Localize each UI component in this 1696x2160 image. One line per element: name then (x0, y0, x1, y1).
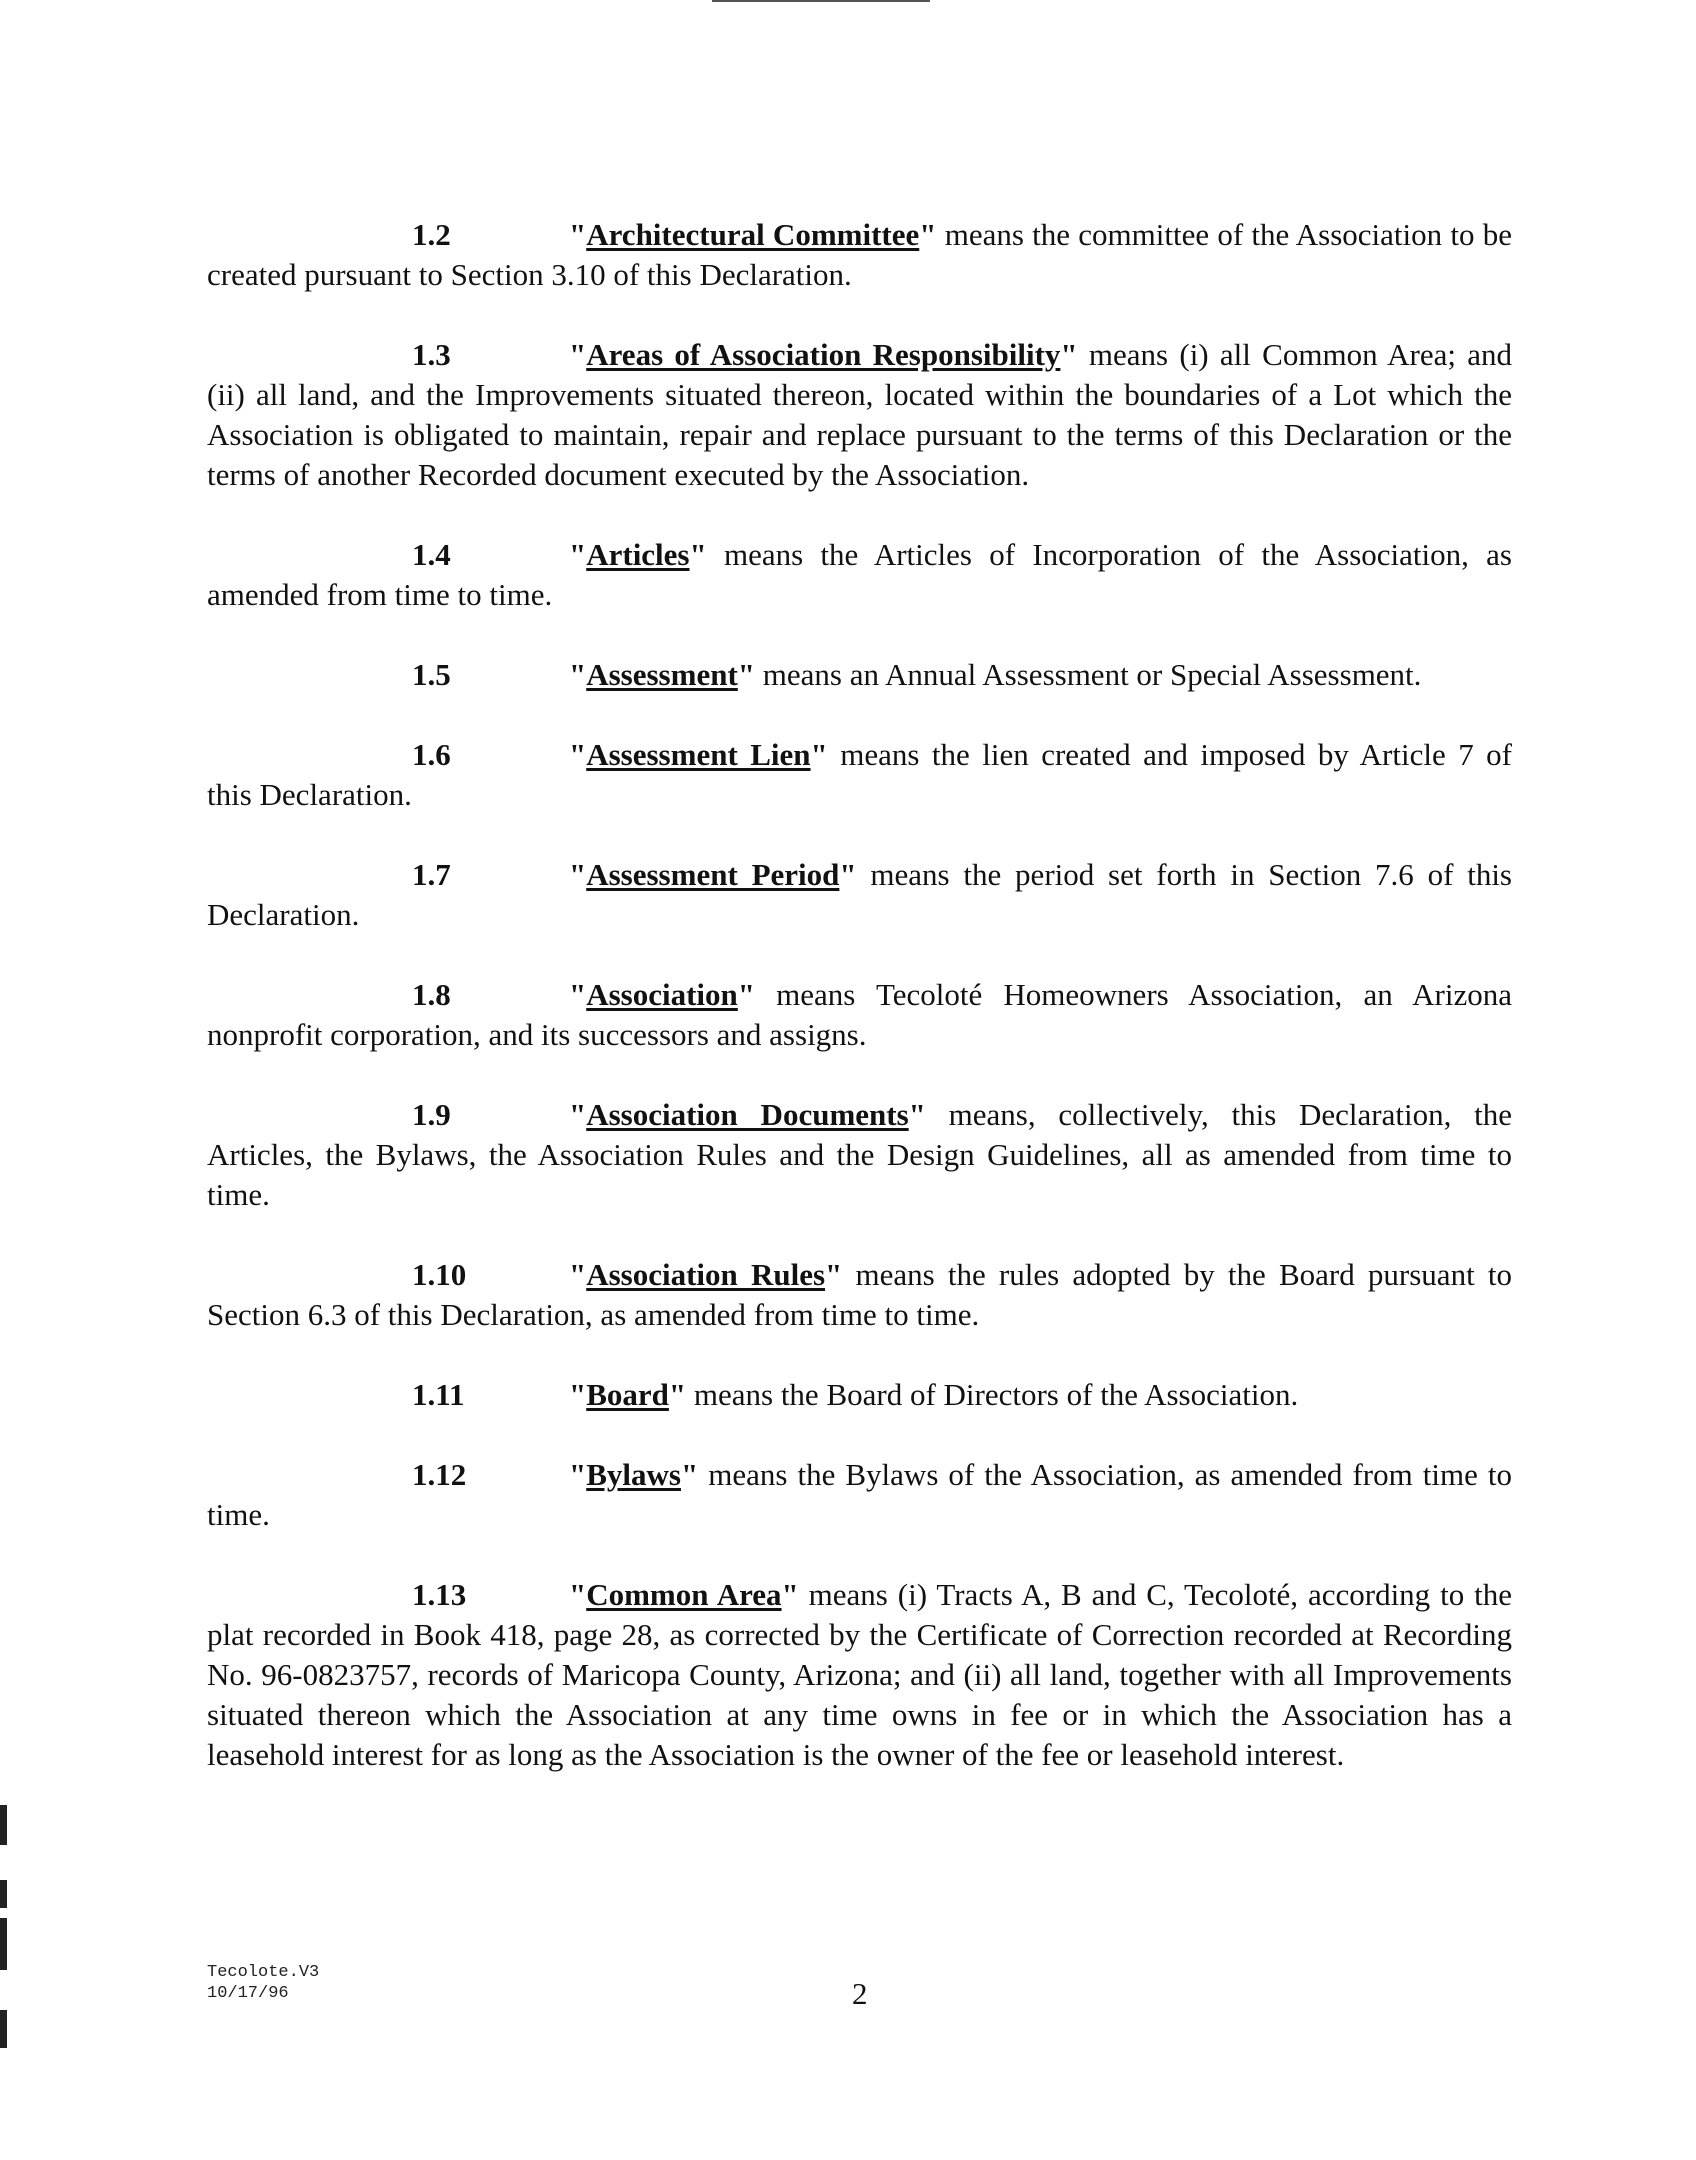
section-1-5: 1.5 "Assessment" means an Annual Assessment or Special Assessment. (207, 655, 1512, 695)
definition-text: means the lien created and imposed by Article 7 of this Declaration. (207, 737, 1512, 812)
document-footer (207, 1962, 319, 2004)
section-1-8: 1.8 "Association" means Tecoloté Homeowners Association, an Arizona nonprofit corporation, and its successors and assigns. (207, 977, 1512, 1052)
scan-edge-mark (0, 1880, 7, 1908)
section-number: 1.9 (412, 1097, 451, 1132)
section-number: 1.13 (412, 1577, 467, 1612)
scan-edge-mark (0, 1805, 7, 1845)
defined-term: Bylaws (586, 1457, 681, 1492)
section-number: 1.3 (412, 337, 451, 372)
section-number: 1.10 (412, 1257, 467, 1292)
section-number: 1.7 (412, 857, 451, 892)
definition-text: means (i) Tracts A, B and C, Tecoloté, according to the plat recorded in Book 418, page 28, as corrected by the Certificate of Correction recorded at Recording No. 96-0823757, records of Maricopa County, Arizona; and (ii) all land, together with all Improvements situated thereon which the Association at any time owns in fee or in which the Association has a leasehold interest for as long as the Association is the owner of the fee or leasehold interest. (207, 1577, 1512, 1772)
defined-term: Areas of Association Responsibility (586, 337, 1061, 372)
defined-term: Association Rules (586, 1257, 826, 1292)
definition-text: means the Articles of Incorporation of the Association, as amended from time to time. (207, 537, 1512, 612)
definition-text: means (i) all Common Area; and (ii) all land, and the Improvements situated thereon, located within the boundaries of a Lot which the Association is obligated to maintain, repair and replace pursuant to the terms of this Declaration or the terms of another Recorded document executed by the Association. (207, 337, 1513, 492)
scan-top-rule (712, 0, 930, 2)
scan-edge-mark (0, 2010, 7, 2048)
document-date: 10/17/96 (207, 1984, 289, 2003)
definition-text: means Tecoloté Homeowners Association, an Arizona nonprofit corporation, and its successors and assigns. (207, 977, 1512, 1052)
section-1-2: 1.2 "Architectural Committee" means the committee of the Association to be created pursuant to Section 3.10 of this Declaration. (207, 217, 1512, 292)
section-1-6: 1.6 "Assessment Lien" means the lien created and imposed by Article 7 of this Declaration. (207, 737, 1512, 812)
definition-text: means, collectively, this Declaration, the Articles, the Bylaws, the Association Rules and the Design Guidelines, all as amended from time to time. (207, 1097, 1512, 1212)
section-1-4: 1.4 "Articles" means the Articles of Incorporation of the Association, as amended from time to time. (207, 537, 1512, 612)
defined-term: Architectural Committee (586, 217, 920, 252)
defined-term: Association Documents (586, 1097, 909, 1132)
section-1-13: 1.13 "Common Area" means (i) Tracts A, B and C, Tecoloté, according to the plat recorded in Book 418, page 28, as corrected by the Certificate of Correction recorded at Recording No. 96-0823757, records of Maricopa County, Arizona; and (ii) all land, together with all Improvements situated thereon which the Association at any time owns in fee or in which the Association has a leasehold interest for as long as the Association is the owner of the fee or leasehold interest. (207, 1577, 1512, 1772)
section-1-9: 1.9 "Association Documents" means, collectively, this Declaration, the Articles, the Bylaws, the Association Rules and the Design Guidelines, all as amended from time to time. (207, 1097, 1512, 1212)
defined-term: Assessment (586, 657, 738, 692)
definition-text: means the Bylaws of the Association, as amended from time to time. (207, 1457, 1512, 1532)
section-1-11: 1.11 "Board" means the Board of Directors of the Association. (207, 1375, 1512, 1415)
page-number: 2 (852, 1976, 868, 2011)
document-body (207, 215, 1512, 1775)
section-1-7: 1.7 "Assessment Period" means the period set forth in Section 7.6 of this Declaration. (207, 857, 1512, 932)
document-id: Tecolote.V3 (207, 1963, 320, 1982)
section-number: 1.4 (412, 537, 451, 572)
definition-text: means an Annual Assessment or Special Assessment. (755, 657, 1422, 692)
definition-text: means the committee of the Association to be created pursuant to Section 3.10 of this Declaration. (207, 217, 1512, 292)
section-number: 1.11 (412, 1377, 465, 1412)
defined-term: Articles (586, 537, 690, 572)
section-number: 1.6 (412, 737, 451, 772)
scan-edge-mark (0, 1918, 7, 1970)
section-1-12: 1.12 "Bylaws" means the Bylaws of the Association, as amended from time to time. (207, 1457, 1512, 1532)
section-number: 1.5 (412, 657, 451, 692)
section-number: 1.12 (412, 1457, 467, 1492)
section-1-3: 1.3 "Areas of Association Responsibility" means (i) all Common Area; and (ii) all land, and the Improvements situated thereon, located within the boundaries of a Lot which the Association is obligated to maintain, repair and replace pursuant to the terms of this Declaration or the terms of another Recorded document executed by the Association. (207, 337, 1513, 492)
defined-term: Assessment Period (586, 857, 840, 892)
definition-text: means the period set forth in Section 7.6 of this Declaration. (207, 857, 1512, 932)
section-1-10: 1.10 "Association Rules" means the rules adopted by the Board pursuant to Section 6.3 of this Declaration, as amended from time to time. (207, 1257, 1512, 1332)
section-number: 1.2 (412, 217, 451, 252)
section-number: 1.8 (412, 977, 451, 1012)
defined-term: Association (586, 977, 738, 1012)
definition-text: means the rules adopted by the Board pursuant to Section 6.3 of this Declaration, as amended from time to time. (207, 1257, 1512, 1332)
defined-term: Common Area (586, 1577, 782, 1612)
defined-term: Board (586, 1377, 669, 1412)
defined-term: Assessment Lien (586, 737, 811, 772)
definition-text: means the Board of Directors of the Association. (686, 1377, 1299, 1412)
